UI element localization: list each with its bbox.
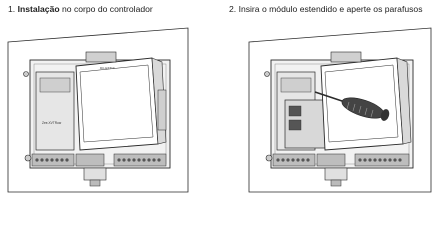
controller-installation-drawing <box>2 22 212 194</box>
module-screw-drawing <box>245 22 446 194</box>
step-1-caption <box>8 4 153 14</box>
svg-text:DC-EXT14: DC-EXT14 <box>100 66 115 70</box>
step-1-illustration <box>2 22 212 194</box>
step-2-illustration <box>245 22 446 194</box>
step-1-title-bold: Instalação <box>17 4 60 14</box>
step-2-title-rest: Insira o módulo estendido e aperte os parafusos <box>238 4 423 14</box>
step-2-caption <box>229 4 423 14</box>
step-1-title-rest: no corpo do controlador <box>59 4 153 14</box>
step-2-number: 2. <box>229 4 237 14</box>
step-1-number: 1. <box>8 4 16 14</box>
svg-text:Zee-XVTRuw: Zee-XVTRuw <box>42 121 62 125</box>
